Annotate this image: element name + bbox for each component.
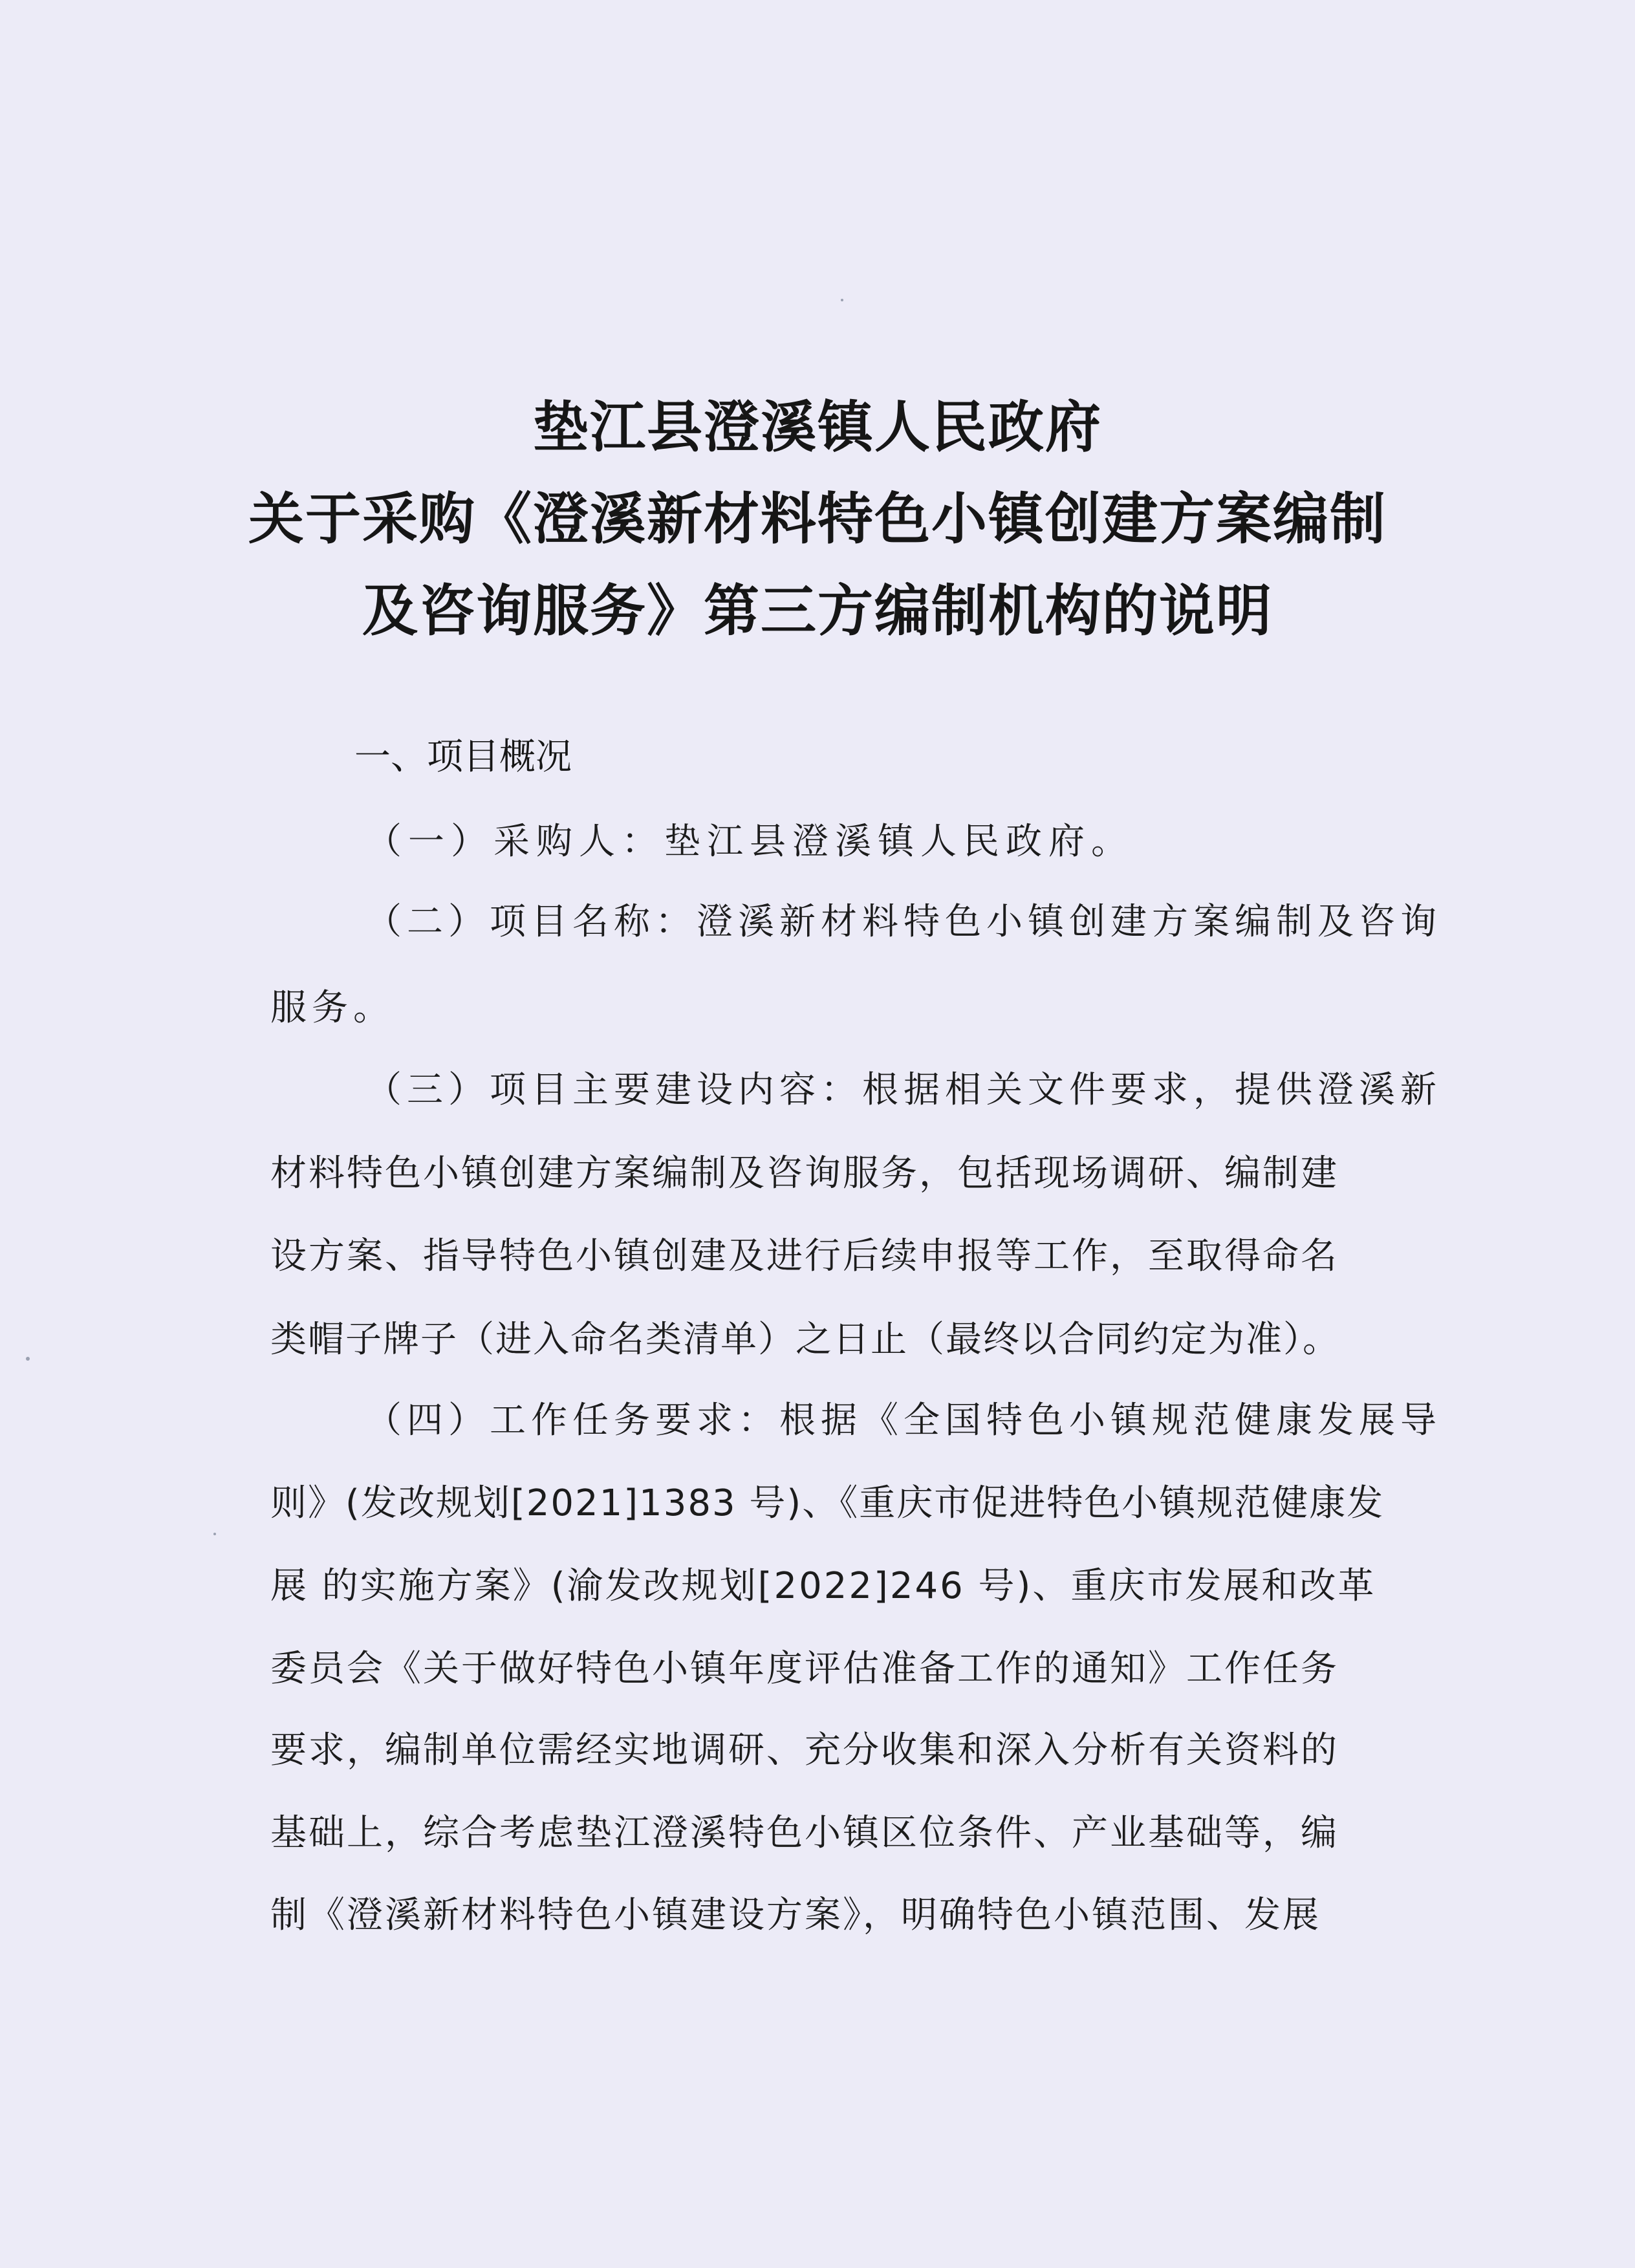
paragraph-line: 服务。 — [270, 987, 395, 1029]
scan-speck — [213, 1533, 216, 1535]
paragraph-line: 制《澄溪新材料特色小镇建设方案》，明确特色小镇范围、发展 — [270, 1894, 1321, 1936]
title-line-3: 及咨询服务》第三方编制机构的说明 — [362, 578, 1273, 643]
scan-speck — [26, 1357, 30, 1361]
paragraph-line: 类帽子牌子（进入命名类清单）之日止（最终以合同约定为准）。 — [270, 1319, 1340, 1361]
paragraph-line: 设方案、指导特色小镇创建及进行后续申报等工作，至取得命名 — [270, 1235, 1339, 1277]
paragraph-line: （三）项目主要建设内容：根据相关文件要求，提供澄溪新 — [365, 1069, 1442, 1111]
scan-speck — [841, 299, 843, 301]
paragraph-line: 要求，编制单位需经实地调研、充分收集和深入分析有关资料的 — [270, 1729, 1339, 1771]
title-line-2: 关于采购《澄溪新材料特色小镇创建方案编制 — [248, 486, 1387, 552]
paragraph-line: （四）工作任务要求：根据《全国特色小镇规范健康发展导 — [365, 1399, 1442, 1442]
paragraph-line: 委员会《关于做好特色小镇年度评估准备工作的通知》工作任务 — [270, 1648, 1339, 1690]
paragraph-line: 基础上，综合考虑垫江澄溪特色小镇区位条件、产业基础等，编 — [270, 1812, 1339, 1854]
paragraph-line: （二）项目名称：澄溪新材料特色小镇创建方案编制及咨询 — [365, 901, 1442, 943]
document-title — [0, 382, 1635, 657]
section-heading: 一、项目概况 — [354, 736, 572, 778]
paragraph-line: 展 的实施方案》(渝发改规划[2022]246 号)、重庆市发展和改革 — [270, 1565, 1376, 1607]
paragraph-line: 材料特色小镇创建方案编制及咨询服务，包括现场调研、编制建 — [270, 1152, 1339, 1194]
title-line-1: 垫江县澄溪镇人民政府 — [533, 394, 1102, 460]
paragraph-line: （一）采购人：垫江县澄溪镇人民政府。 — [365, 821, 1134, 863]
paragraph-line: 则》(发改规划[2021]1383 号)、《重庆市促进特色小镇规范健康发 — [270, 1482, 1385, 1524]
